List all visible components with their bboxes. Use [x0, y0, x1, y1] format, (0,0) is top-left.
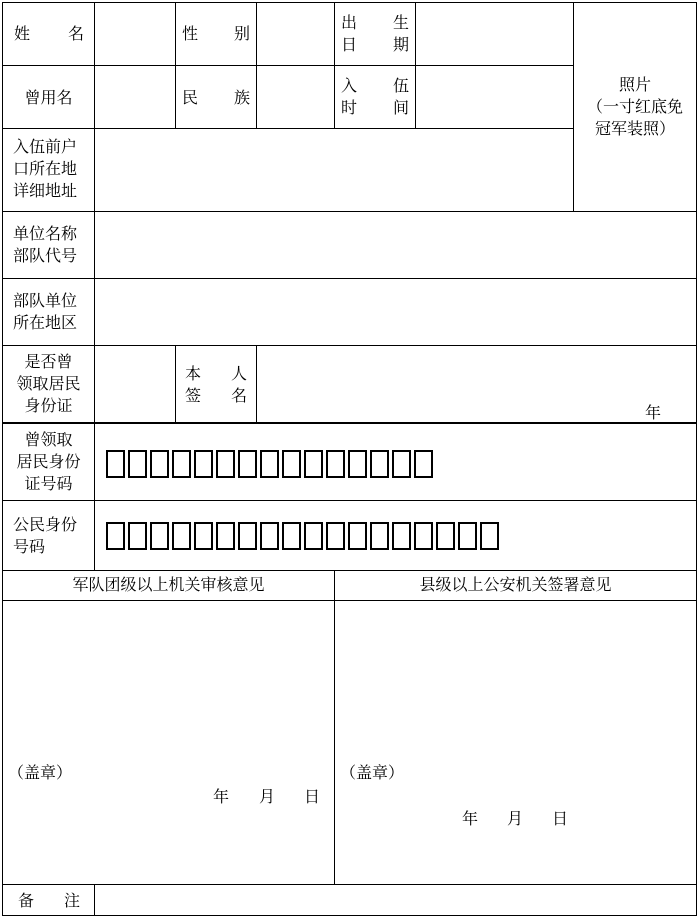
- citizen-id-digit-box-7[interactable]: [238, 522, 257, 550]
- birth-label-line1: 出 生: [341, 13, 409, 32]
- police-review-header: 县级以上公安机关签署意见: [419, 575, 612, 594]
- name-label: 姓 名: [14, 24, 84, 43]
- prev-id-digit-box-2[interactable]: [128, 450, 147, 478]
- birth-date-field[interactable]: [416, 3, 573, 65]
- citizen-id-digit-box-14[interactable]: [392, 522, 411, 550]
- former-name-field[interactable]: [95, 66, 175, 128]
- military-seal-label: （盖章）: [8, 763, 73, 782]
- birth-label-line2: 日 期: [341, 35, 409, 54]
- prev-id-number-boxes[interactable]: [106, 450, 436, 478]
- col-line-a: [175, 2, 176, 128]
- police-date-month: 月: [507, 809, 524, 828]
- citizen-id-digit-box-12[interactable]: [348, 522, 367, 550]
- prev-id-digit-box-12[interactable]: [348, 450, 367, 478]
- citizen-id-number-boxes[interactable]: [106, 522, 502, 550]
- row-line-6: [2, 422, 697, 424]
- remarks-label: 备 注: [18, 891, 80, 910]
- citizen-id-digit-box-17[interactable]: [458, 522, 477, 550]
- prev-id-digit-box-13[interactable]: [370, 450, 389, 478]
- police-date-year: 年: [462, 809, 479, 828]
- ethnicity-label: 民 族: [182, 88, 250, 107]
- police-date-day: 日: [552, 809, 569, 828]
- unit-label: 单位名称 部队代号: [13, 224, 78, 265]
- residence-label: 入伍前户 口所在地 详细地址: [13, 137, 78, 200]
- citizen-id-digit-box-9[interactable]: [282, 522, 301, 550]
- border-right: [696, 2, 697, 916]
- signature-field[interactable]: [257, 346, 696, 422]
- enlist-label-line2: 时 间: [341, 98, 409, 117]
- citizen-id-digit-box-13[interactable]: [370, 522, 389, 550]
- citizen-id-digit-box-3[interactable]: [150, 522, 169, 550]
- remarks-field[interactable]: [95, 885, 696, 915]
- citizen-id-digit-box-4[interactable]: [172, 522, 191, 550]
- citizen-id-digit-box-8[interactable]: [260, 522, 279, 550]
- ethnicity-field[interactable]: [257, 66, 334, 128]
- residence-address-field[interactable]: [95, 129, 573, 211]
- prev-id-digit-box-11[interactable]: [326, 450, 345, 478]
- signature-label-line1: 本 人: [185, 364, 247, 383]
- prev-id-digit-box-9[interactable]: [282, 450, 301, 478]
- signature-year: 年: [645, 403, 662, 422]
- col-line-c: [334, 2, 335, 128]
- prev-id-digit-box-15[interactable]: [414, 450, 433, 478]
- prev-id-digit-box-10[interactable]: [304, 450, 323, 478]
- prev-id-digit-box-14[interactable]: [392, 450, 411, 478]
- id-received-label: 是否曾 领取居民 身份证: [16, 352, 81, 415]
- enlist-label-line1: 入 伍: [341, 76, 409, 95]
- citizen-id-digit-box-1[interactable]: [106, 522, 125, 550]
- col-line-a2: [175, 345, 176, 422]
- prev-id-digit-box-7[interactable]: [238, 450, 257, 478]
- row-line-8: [2, 570, 697, 571]
- citizen-id-digit-box-16[interactable]: [436, 522, 455, 550]
- prev-id-digit-box-4[interactable]: [172, 450, 191, 478]
- citizen-id-digit-box-10[interactable]: [304, 522, 323, 550]
- citizen-id-digit-box-6[interactable]: [216, 522, 235, 550]
- military-review-field[interactable]: [3, 601, 334, 884]
- police-seal-label: （盖章）: [340, 763, 405, 782]
- gender-label: 性 别: [182, 24, 250, 43]
- prev-id-digit-box-6[interactable]: [216, 450, 235, 478]
- unit-field[interactable]: [95, 212, 696, 278]
- military-date-year: 年: [213, 787, 230, 806]
- unit-region-label: 部队单位 所在地区: [13, 291, 78, 332]
- gender-field[interactable]: [257, 3, 334, 65]
- prev-id-digit-box-1[interactable]: [106, 450, 125, 478]
- enlist-date-field[interactable]: [416, 66, 573, 128]
- citizen-id-digit-box-5[interactable]: [194, 522, 213, 550]
- prev-id-digit-box-8[interactable]: [260, 450, 279, 478]
- former-name-label: 曾用名: [24, 88, 73, 107]
- name-field[interactable]: [95, 3, 175, 65]
- citizen-id-digit-box-15[interactable]: [414, 522, 433, 550]
- citizen-id-label: 公民身份 号码: [13, 515, 78, 556]
- military-date-month: 月: [259, 787, 276, 806]
- citizen-id-digit-box-18[interactable]: [480, 522, 499, 550]
- citizen-id-digit-box-11[interactable]: [326, 522, 345, 550]
- row-line-7: [2, 500, 697, 501]
- photo-label: 照片 （一寸红底免 冠军装照）: [586, 75, 683, 138]
- prev-id-digit-box-5[interactable]: [194, 450, 213, 478]
- prev-id-digit-box-3[interactable]: [150, 450, 169, 478]
- border-bottom: [2, 915, 697, 916]
- citizen-id-digit-box-2[interactable]: [128, 522, 147, 550]
- unit-region-field[interactable]: [95, 279, 696, 345]
- military-review-header: 军队团级以上机关审核意见: [72, 575, 265, 594]
- prev-id-label: 曾领取 居民身份 证号码: [16, 430, 81, 493]
- military-date-day: 日: [304, 787, 321, 806]
- signature-label-line2: 签 名: [185, 386, 247, 405]
- id-received-field[interactable]: [95, 346, 175, 422]
- police-review-field[interactable]: [335, 601, 696, 884]
